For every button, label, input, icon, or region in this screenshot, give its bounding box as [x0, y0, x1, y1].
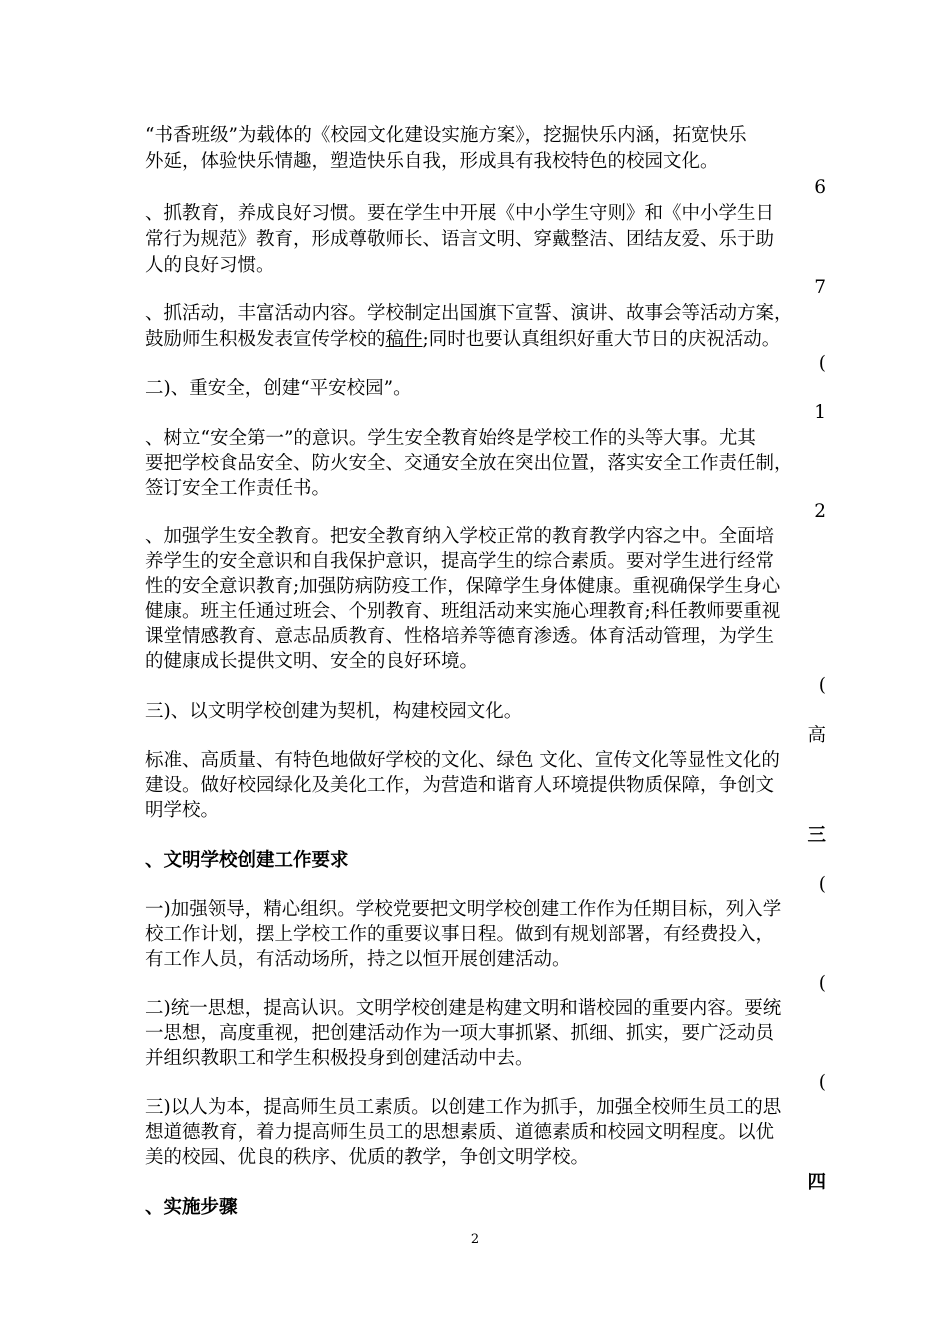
section-heading: 三)、以文明学校创建为契机，构建校园文化。	[145, 701, 523, 722]
text-line: 健康。班主任通过班会、个别教育、班组活动来实施心理教育;科任教师要重视	[145, 601, 781, 622]
text-line: “书香班级”为载体的《校园文化建设实施方案》，挖掘快乐内涵，拓宽快乐	[145, 125, 747, 146]
section-heading: 二)、重安全，创建“平安校园”。	[145, 378, 412, 399]
page-number: 2	[470, 1232, 480, 1247]
text-line	[145, 327, 780, 353]
text-segment: ;同时也要认真组织好重大节日的庆祝活动。	[422, 329, 781, 350]
link-text-gaojian[interactable]: 稿件	[385, 329, 423, 350]
text-line: 、树立“安全第一”的意识。学生安全教育始终是学校工作的头等大事。尤其	[145, 428, 756, 449]
text-line: 想道德教育，着力提高师生员工的思想素质、道德素质和校园文明程度。以优	[145, 1122, 775, 1143]
text-line: 性的安全意识教育;加强防病防疫工作，保障学生身体健康。重视确保学生身心	[145, 576, 781, 597]
text-line: 美的校园、优良的秩序、优质的教学，争创文明学校。	[145, 1147, 590, 1168]
text-line: 养学生的安全意识和自我保护意识，提高学生的综合素质。要对学生进行经常	[145, 551, 775, 572]
text-line: 三)以人为本，提高师生员工素质。以创建工作为抓手，加强全校师生员工的思	[145, 1097, 782, 1118]
section-number-mark: 四	[807, 1172, 826, 1193]
text-line: 明学校。	[145, 800, 220, 821]
paren-mark: (	[818, 1072, 826, 1093]
text-line: 、抓教育，养成良好习惯。要在学生中开展《中小学生守则》和《中小学生日	[145, 203, 775, 224]
text-line: 二)统一思想，提高认识。文明学校创建是构建文明和谐校园的重要内容。要统	[145, 998, 782, 1019]
text-line: 签订安全工作责任书。	[145, 478, 331, 499]
paren-mark: (	[818, 973, 826, 994]
paren-mark: (	[818, 675, 826, 696]
list-number-mark: 6	[814, 177, 826, 198]
text-line: 常行为规范》教育，形成尊敬师长、语言文明、穿戴整洁、团结友爱、乐于助	[145, 229, 775, 250]
section-number-mark: 三	[807, 825, 826, 846]
text-line: 校工作计划，摆上学校工作的重要议事日程。做到有规划部署，有经费投入，	[145, 924, 775, 945]
text-line: 有工作人员，有活动场所，持之以恒开展创建活动。	[145, 949, 571, 970]
list-number-mark: 7	[814, 277, 826, 298]
paren-mark: (	[818, 353, 826, 374]
text-line: 要把学校食品安全、防火安全、交通安全放在突出位置，落实安全工作责任制，	[145, 453, 793, 474]
text-segment: 鼓励师生积极发表宣传学校的	[145, 329, 386, 350]
section-heading: 、文明学校创建工作要求	[145, 850, 349, 871]
text-line: 外延，体验快乐情趣，塑造快乐自我，形成具有我校特色的校园文化。	[145, 151, 719, 172]
text-line: 一)加强领导，精心组织。学校党要把文明学校创建工作作为任期目标，列入学	[145, 899, 782, 920]
text-line: 课堂情感教育、意志品质教育、性格培养等德育渗透。体育活动管理，为学生	[145, 626, 775, 647]
text-line: 、加强学生安全教育。把安全教育纳入学校正常的教育教学内容之中。全面培	[145, 526, 775, 547]
text-line: 人的良好习惯。	[145, 255, 275, 276]
text-line: 建设。做好校园绿化及美化工作，为营造和谐育人环境提供物质保障，争创文	[145, 775, 775, 796]
text-line: 一思想，高度重视，把创建活动作为一项大事抓紧、抓细、抓实，要广泛动员	[145, 1023, 775, 1044]
section-heading: 、实施步骤	[145, 1197, 238, 1218]
list-number-mark: 2	[814, 501, 826, 522]
text-line: 、抓活动，丰富活动内容。学校制定出国旗下宣誓、演讲、故事会等活动方案，	[145, 303, 793, 324]
text-line: 并组织教职工和学生积极投身到创建活动中去。	[145, 1048, 534, 1069]
text-line: 的健康成长提供文明、安全的良好环境。	[145, 651, 479, 672]
list-number-mark: 1	[814, 402, 826, 423]
paren-mark: (	[818, 874, 826, 895]
list-number-mark: 高	[807, 725, 826, 746]
text-line: 标准、高质量、有特色地做好学校的文化、绿色 文化、宣传文化等显性文化的	[145, 750, 780, 771]
